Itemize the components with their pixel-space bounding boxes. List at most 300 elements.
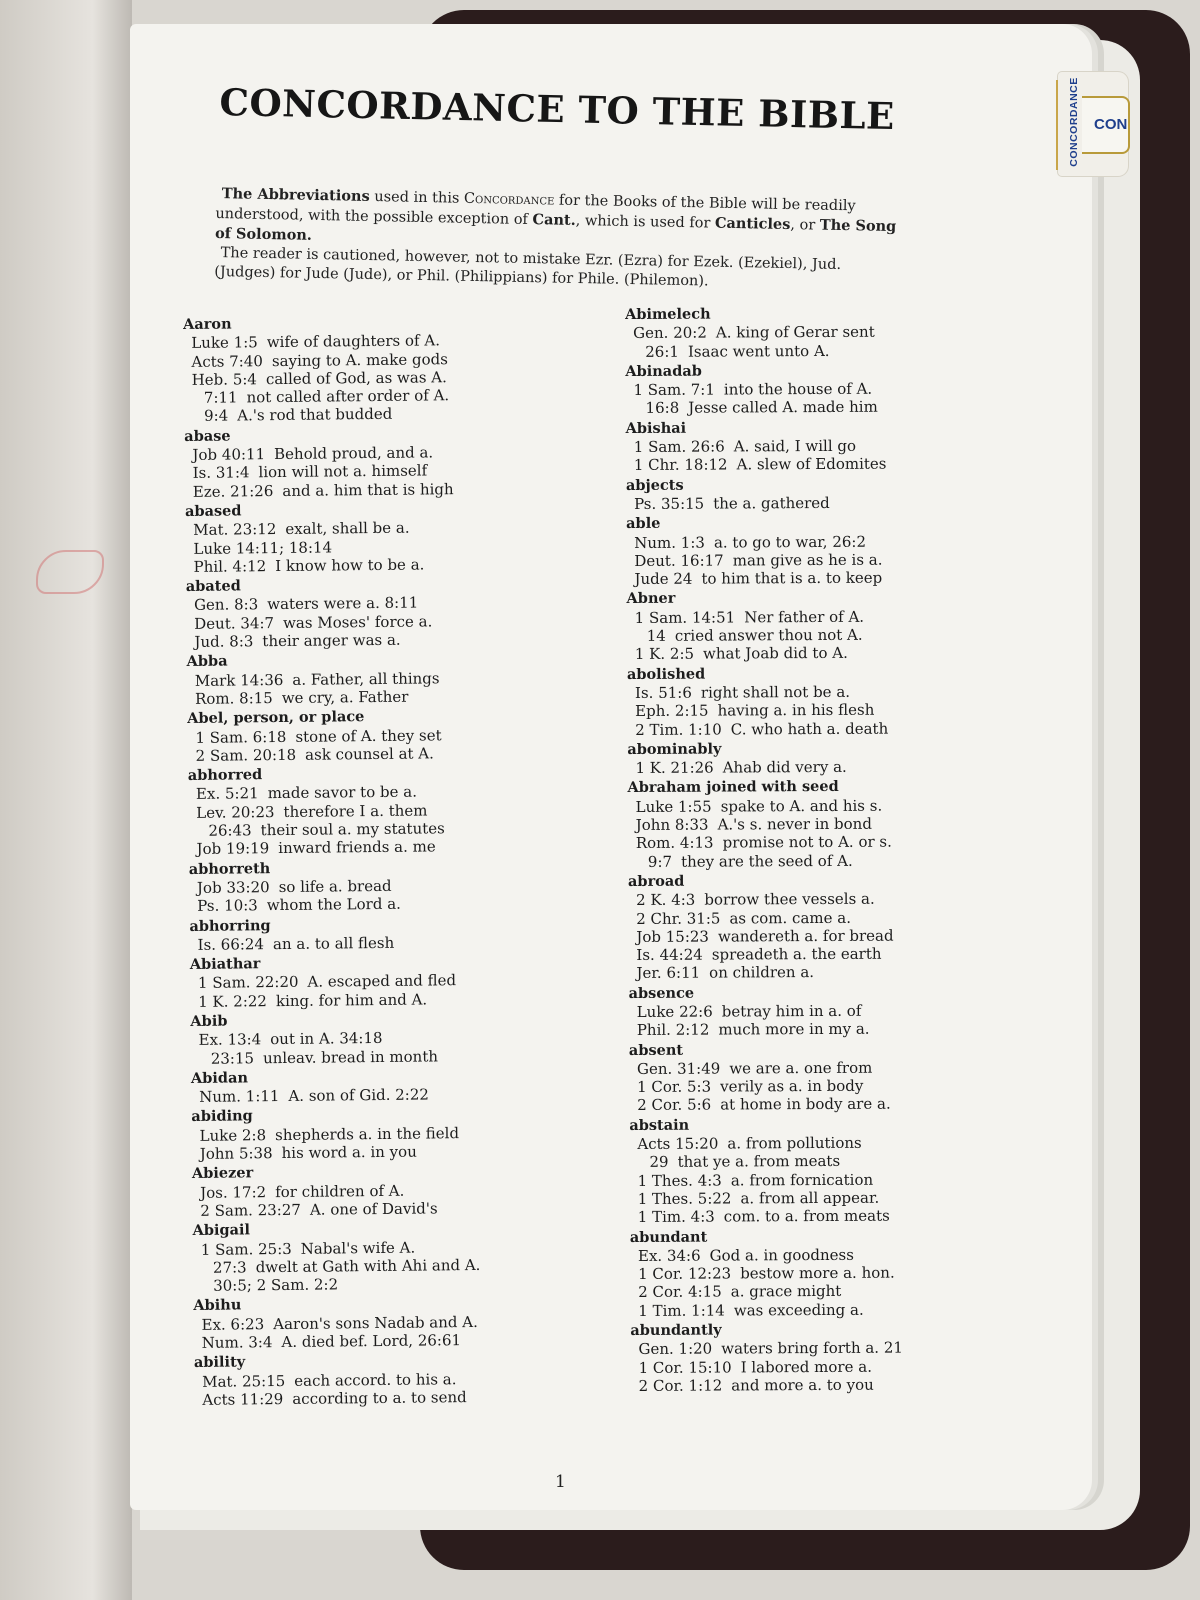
entry-reference-line (200, 1198, 532, 1220)
verse-fragment: a. grace might (730, 1282, 842, 1301)
scripture-reference: Luke 1:5 (191, 333, 258, 353)
scripture-reference: 1 Sam. 6:18 (195, 727, 287, 747)
scripture-reference: Rom. 4:13 (635, 833, 714, 853)
entry-reference-line (637, 1058, 969, 1078)
entry-reference-line (638, 1206, 970, 1226)
concordance-entry (189, 857, 530, 915)
scripture-reference: 2 Tim. 1:10 (635, 720, 722, 739)
entry-reference-line (211, 1046, 531, 1068)
verse-fragment: they are the seed of A. (681, 851, 853, 871)
concordance-entry (186, 575, 527, 652)
scripture-reference: Mark 14:36 (194, 670, 284, 690)
verse-fragment: A. slew of Edomites (736, 455, 887, 474)
entry-headword: Abner (626, 590, 676, 608)
scripture-reference: 27:3 (212, 1258, 247, 1277)
verse-fragment: was Moses' force a. (282, 612, 433, 632)
concordance-entry (187, 707, 528, 765)
verse-fragment: out in A. 34:18 (270, 1029, 383, 1049)
scripture-reference: Job 15:23 (636, 927, 710, 946)
page-title: CONCORDANCE TO THE BIBLE (219, 80, 896, 139)
verse-fragment: I know how to be a. (275, 555, 425, 575)
entry-reference-line (636, 963, 968, 983)
scripture-reference: 7:11 (203, 388, 238, 407)
scripture-reference: Ex. 5:21 (195, 784, 259, 804)
concordance-entry (190, 1009, 531, 1067)
scripture-reference: 1 Cor. 5:3 (637, 1077, 712, 1097)
scripture-reference: Acts 7:40 (191, 351, 263, 371)
scripture-reference: 29 (649, 1153, 669, 1172)
entry-headword: Abihu (193, 1296, 242, 1315)
concordance-entry (626, 418, 966, 475)
scripture-reference: Acts 11:29 (202, 1389, 284, 1409)
scripture-reference: Jud. 8:3 (194, 632, 254, 651)
verse-fragment: borrow thee vessels a. (704, 889, 875, 909)
verse-fragment: an a. to all flesh (272, 933, 395, 953)
verse-fragment: to him that is a. to keep (701, 568, 883, 588)
scripture-reference: Is. 31:4 (192, 463, 250, 483)
verse-fragment: that ye a. from meats (677, 1152, 841, 1172)
entry-reference-line (638, 1282, 970, 1302)
entry-reference-line (638, 1263, 970, 1283)
verse-fragment: A. king of Gerar sent (715, 322, 875, 342)
entry-reference-line (635, 644, 967, 664)
scripture-reference: Ps. 35:15 (633, 494, 705, 513)
entry-reference-line (636, 833, 968, 853)
verse-fragment: we cry, a. Father (281, 687, 409, 707)
entry-reference-line (197, 894, 529, 916)
entry-reference-line (195, 686, 527, 708)
verse-fragment: exalt, shall be a. (285, 518, 410, 539)
verse-fragment: their soul a. my statutes (260, 819, 445, 840)
entry-reference-line (636, 796, 968, 816)
verse-fragment: ask counsel at A. (305, 744, 434, 764)
concordance-entry (193, 1294, 534, 1352)
scripture-reference: 1 K. 21:26 (635, 758, 714, 778)
scripture-reference: 1 Tim. 1:14 (638, 1301, 725, 1320)
entry-reference-line (213, 1274, 533, 1296)
scripture-reference: 26:43 (208, 821, 252, 840)
verse-fragment: cried answer thou not A. (674, 625, 863, 645)
verse-fragment: stone of A. they set (295, 725, 442, 746)
entry-headword: Abraham joined with seed (627, 778, 839, 797)
entry-reference-line (647, 625, 967, 645)
concordance-entry (187, 650, 528, 708)
verse-fragment: for children of A. (275, 1181, 405, 1201)
verse-fragment: betray him in a. of (721, 1001, 862, 1021)
entry-headword: Abel, person, or place (187, 708, 365, 728)
verse-fragment: right shall not be a. (700, 682, 851, 702)
verse-fragment: a. to go to war, 26:2 (713, 532, 867, 552)
scripture-reference: 2 K. 4:3 (636, 890, 696, 910)
verse-fragment: inward friends a. me (278, 837, 436, 858)
entry-headword: abundant (629, 1228, 708, 1246)
entry-reference-line (636, 944, 968, 964)
verse-fragment: wandereth a. for bread (717, 926, 894, 946)
scripture-reference: 1 Thes. 5:22 (637, 1189, 732, 1208)
scripture-reference: 2 Cor. 1:12 (638, 1376, 723, 1395)
verse-fragment: called of God, as was A. (265, 368, 447, 389)
verse-fragment: Jesse called A. made him (688, 398, 878, 418)
verse-fragment: was exceeding a. (733, 1300, 864, 1320)
entry-headword: abstain (629, 1116, 690, 1134)
entry-reference-line (649, 1152, 969, 1172)
entry-reference-line (635, 607, 967, 627)
scripture-reference: Luke 2:8 (199, 1125, 267, 1145)
entry-headword: Abishai (625, 419, 687, 437)
verse-fragment: Aaron's sons Nadab and A. (273, 1312, 478, 1333)
scripture-reference: 1 Sam. 26:6 (633, 437, 725, 457)
entry-reference-line (636, 814, 968, 834)
verse-fragment: what Joab did to A. (702, 644, 848, 663)
tab-label[interactable]: CON (1094, 116, 1128, 133)
scripture-reference: 1 K. 2:22 (198, 991, 268, 1011)
tab-gold-rule (1056, 80, 1058, 170)
entry-headword: abroad (627, 872, 685, 890)
entry-headword: Abimelech (625, 305, 711, 323)
concordance-entry (183, 312, 524, 425)
verse-fragment: Ahab did very a. (722, 757, 847, 777)
entry-reference-line (638, 1170, 970, 1190)
entry-headword: Abinadab (625, 362, 702, 380)
verse-fragment: A.'s rod that budded (237, 405, 393, 425)
verse-fragment: A. son of Gid. 2:22 (288, 1085, 429, 1106)
scripture-reference: 1 Sam. 22:20 (197, 973, 299, 993)
verse-fragment: whom the Lord a. (266, 894, 401, 915)
entry-reference-line (635, 719, 967, 739)
scripture-reference: 2 Cor. 5:6 (637, 1096, 712, 1115)
entry-reference-line (202, 1387, 534, 1409)
entry-reference-line (635, 682, 967, 702)
entry-reference-line (194, 629, 526, 651)
entry-reference-line (634, 550, 966, 570)
scripture-reference: 2 Sam. 20:18 (195, 745, 297, 765)
concordance-entry (188, 764, 529, 859)
concordance-entry (192, 1219, 533, 1296)
scripture-reference: Luke 1:55 (635, 797, 712, 816)
scripture-reference: Jude 24 (634, 569, 693, 589)
entry-reference-line (638, 1188, 970, 1208)
verse-fragment: their anger was a. (262, 630, 401, 651)
scripture-reference: Ex. 13:4 (198, 1030, 262, 1050)
verse-fragment: saying to A. make gods (271, 349, 448, 370)
entry-headword: abiding (191, 1107, 253, 1126)
concordance-entry (627, 739, 967, 777)
entry-reference-line (200, 1141, 532, 1163)
scripture-reference: Job 19:19 (196, 839, 270, 859)
entry-reference-line (639, 1375, 971, 1395)
concordance-entry (628, 871, 969, 983)
left-column (183, 312, 534, 1411)
entry-reference-line (634, 455, 966, 475)
scripture-reference: 16:8 (645, 399, 680, 418)
entry-reference-line (636, 889, 968, 909)
verse-fragment: much more in my a. (718, 1020, 870, 1039)
entry-reference-line (635, 700, 967, 720)
entry-reference-line (637, 1133, 969, 1153)
scripture-reference: 1 Cor. 12:23 (638, 1264, 732, 1284)
scripture-reference: Luke 14:11; 18:14 (193, 538, 333, 558)
verse-fragment: having a. in his flesh (717, 700, 875, 720)
entry-reference-line (634, 568, 966, 588)
entry-headword: abhorring (189, 916, 271, 935)
scripture-reference: 1 Cor. 15:10 (638, 1358, 732, 1377)
verse-fragment: king. for him and A. (275, 990, 428, 1010)
entry-reference-line (645, 341, 965, 361)
verse-fragment: as com. came a. (729, 908, 851, 927)
entry-reference-line (199, 1085, 531, 1107)
verse-fragment: we are a. one from (729, 1058, 873, 1078)
scripture-reference: 26:1 (645, 342, 679, 361)
scripture-reference: Gen. 31:49 (636, 1059, 721, 1078)
verse-fragment: therefore I a. them (283, 801, 428, 821)
page-number: 1 (555, 1472, 566, 1492)
verse-fragment: wife of daughters of A. (266, 331, 441, 352)
verse-fragment: and a. him that is high (282, 479, 454, 500)
verse-fragment: each accord. to his a. (294, 1369, 457, 1390)
scripture-reference: John 8:33 (635, 815, 709, 834)
scripture-reference: Heb. 5:4 (191, 370, 258, 389)
concordance-page (130, 24, 1092, 1510)
scripture-reference: 1 Chr. 18:12 (633, 455, 728, 475)
scripture-reference: 9:7 (647, 852, 673, 871)
entry-reference-line (645, 398, 965, 418)
verse-fragment: his word a. in you (281, 1142, 417, 1163)
scripture-reference: 1 Sam. 14:51 (634, 608, 736, 627)
entry-reference-line (637, 1095, 969, 1115)
scripture-reference: Job 33:20 (196, 878, 270, 897)
facing-page-text (0, 110, 125, 810)
entry-headword: absence (628, 984, 695, 1002)
scripture-reference: 1 Thes. 4:3 (637, 1171, 722, 1190)
scripture-reference: Num. 3:4 (201, 1333, 273, 1352)
scripture-reference: 30:5; 2 Sam. 2:2 (213, 1275, 339, 1295)
scripture-reference: Ex. 6:23 (201, 1314, 265, 1334)
concordance-entry (627, 664, 967, 739)
entry-headword: abundantly (630, 1321, 722, 1340)
entry-headword: abase (184, 427, 231, 445)
concordance-entry (194, 1351, 535, 1409)
verse-fragment: the a. gathered (713, 493, 830, 513)
concordance-entry (626, 475, 966, 513)
concordance-entry (625, 361, 965, 418)
scripture-reference: Lev. 20:23 (196, 802, 275, 822)
entry-headword: Abba (186, 652, 228, 671)
verse-fragment: A. escaped and fled (307, 971, 457, 992)
scripture-reference: 23:15 (210, 1048, 255, 1068)
verse-fragment: waters bring forth a. 21 (721, 1338, 903, 1358)
concordance-entry (626, 513, 966, 588)
scripture-reference: Phil. 4:12 (193, 557, 267, 576)
entry-reference-line (194, 554, 526, 576)
entry-reference-line (634, 493, 966, 513)
concordance-entry (184, 424, 525, 501)
verse-fragment: C. who hath a. death (730, 719, 889, 738)
concordance-entry (625, 304, 965, 361)
scripture-reference: Mat. 23:12 (193, 520, 277, 540)
intro-paragraph-1: The Abbreviations used in this Concordance for the Books of the Bible will be readily understood, with the possible exception of Cant., which is used for Canticles, or The Song of Solomon. (214, 185, 897, 244)
verse-fragment: waters were a. 8:11 (267, 594, 419, 614)
tab-vertical-label: CONCORDANCE (1068, 77, 1080, 167)
verse-fragment: A. said, I will go (733, 436, 857, 456)
scripture-reference: Gen. 1:20 (638, 1339, 713, 1359)
verse-fragment: and more a. to you (731, 1375, 874, 1395)
entry-reference-line (202, 1330, 534, 1352)
entry-reference-line (196, 743, 528, 765)
verse-fragment: according to a. to send (292, 1388, 467, 1408)
entry-reference-line (634, 436, 966, 456)
entry-headword: Abiezer (191, 1164, 254, 1183)
concordance-entry (192, 1162, 533, 1220)
entry-reference-line (638, 1245, 970, 1265)
verse-fragment: a. from all appear. (740, 1188, 880, 1208)
facing-left-page (0, 0, 132, 1600)
scripture-reference: Jer. 6:11 (636, 964, 701, 983)
concordance-entry (629, 983, 969, 1040)
entry-reference-line (198, 989, 530, 1011)
verse-fragment: not called after order of A. (246, 386, 450, 407)
entry-reference-line (633, 323, 965, 343)
entry-headword: able (626, 515, 661, 533)
entry-reference-line (635, 757, 967, 777)
entry-reference-line (637, 1001, 969, 1021)
concordance-entry (190, 952, 531, 1010)
scripture-reference: 9:4 (203, 407, 229, 426)
verse-fragment: so life a. bread (278, 876, 392, 896)
scripture-reference: Eze. 21:26 (192, 481, 274, 501)
scripture-reference: Num. 1:11 (199, 1087, 280, 1107)
entry-headword: abjects (625, 476, 684, 494)
entry-headword: Abidan (190, 1069, 249, 1087)
entry-reference-line (204, 404, 524, 426)
scripture-reference: John 5:38 (199, 1144, 273, 1163)
concordance-entry (627, 778, 967, 871)
verse-fragment: lion will not a. himself (258, 461, 428, 482)
scripture-reference: Ps. 10:3 (197, 896, 258, 916)
scripture-reference: Num. 1:3 (634, 533, 705, 552)
scripture-reference: 14 (646, 626, 666, 645)
entry-headword: absent (628, 1041, 684, 1059)
verse-fragment: on children a. (709, 963, 815, 982)
entry-headword: Abib (190, 1012, 228, 1030)
scripture-reference: Gen. 20:2 (633, 323, 707, 343)
scripture-reference: 1 Sam. 25:3 (200, 1239, 292, 1259)
intro-text (214, 184, 906, 295)
verse-fragment: Ner father of A. (744, 607, 865, 627)
verse-fragment: A. died bef. Lord, 26:61 (281, 1331, 462, 1352)
entry-headword: ability (193, 1353, 246, 1372)
concordance-entry (626, 589, 966, 664)
scripture-reference: Deut. 34:7 (194, 613, 275, 633)
concordance-entry (630, 1227, 970, 1320)
scripture-reference: 1 Sam. 7:1 (633, 380, 715, 400)
entry-reference-line (634, 532, 966, 552)
scripture-reference: Is. 44:24 (636, 945, 703, 965)
entry-reference-line (636, 926, 968, 946)
entry-headword: abhorred (187, 766, 263, 785)
verse-fragment: dwelt at Gath with Ahi and A. (255, 1255, 481, 1277)
scripture-reference: Acts 15:20 (637, 1134, 719, 1154)
verse-fragment: man give as he is a. (732, 550, 883, 570)
entry-reference-line (648, 851, 968, 871)
entry-reference-line (639, 1357, 971, 1377)
verse-fragment: promise not to A. or s. (722, 832, 892, 852)
verse-fragment: bestow more a. hon. (740, 1263, 895, 1283)
concordance-entry (185, 499, 526, 576)
verse-fragment: Behold proud, and a. (274, 443, 434, 464)
entry-reference-line (636, 908, 968, 928)
scripture-reference: 1 Tim. 4:3 (637, 1207, 715, 1227)
entry-reference-line (638, 1300, 970, 1320)
right-column (625, 304, 971, 1397)
scripture-reference: Jos. 17:2 (200, 1182, 267, 1202)
scripture-reference: 1 K. 2:5 (634, 644, 695, 664)
scripture-reference: 2 Chr. 31:5 (636, 909, 721, 928)
scripture-reference: 2 Cor. 4:15 (638, 1282, 722, 1302)
concordance-entry (191, 1105, 532, 1163)
verse-fragment: shepherds a. in the field (274, 1123, 460, 1144)
entry-reference-line (638, 1339, 970, 1359)
concordance-entry (629, 1115, 970, 1227)
entry-reference-line (637, 1019, 969, 1039)
scripture-reference: Deut. 16:17 (634, 551, 724, 570)
verse-fragment: a. from pollutions (727, 1133, 862, 1153)
entry-headword: Abiathar (189, 955, 261, 974)
concordance-entry (189, 914, 529, 954)
verse-fragment: at home in body are a. (720, 1095, 891, 1114)
verse-fragment: Isaac went unto A. (687, 341, 830, 361)
concordance-entry (191, 1066, 531, 1106)
verse-fragment: a. Father, all things (292, 668, 440, 689)
entry-reference-line (196, 837, 528, 859)
entry-reference-line (193, 479, 525, 501)
scripture-reference: Ex. 34:6 (637, 1246, 701, 1265)
concordance-entry (629, 1040, 969, 1115)
verse-fragment: verily as a. in body (720, 1076, 864, 1096)
verse-fragment: a. from fornication (730, 1170, 874, 1190)
verse-fragment: unleav. bread in month (262, 1046, 439, 1067)
entry-headword: abased (184, 502, 242, 520)
scripture-reference: Phil. 2:12 (636, 1020, 710, 1040)
scripture-reference: Gen. 8:3 (193, 595, 259, 615)
entry-headword: Aaron (183, 315, 232, 333)
entry-headword: abominably (627, 740, 722, 758)
verse-fragment: spreadeth a. the earth (711, 944, 882, 964)
verse-fragment: made savor to be a. (267, 782, 418, 803)
verse-fragment: A.'s s. never in bond (717, 814, 872, 834)
scripture-reference: Is. 66:24 (197, 934, 265, 954)
scripture-reference: Luke 22:6 (636, 1002, 713, 1021)
scripture-reference: Is. 51:6 (634, 683, 692, 702)
verse-fragment: God a. in goodness (709, 1245, 854, 1265)
scripture-reference: Eph. 2:15 (635, 701, 709, 721)
entry-reference-line (637, 1076, 969, 1096)
verse-fragment: into the house of A. (723, 379, 873, 399)
entry-reference-line (197, 932, 529, 954)
scripture-reference: 2 Sam. 23:27 (200, 1200, 301, 1220)
verse-fragment: com. to a. from meats (723, 1206, 890, 1226)
verse-fragment: I labored more a. (740, 1357, 872, 1377)
entry-headword: abated (185, 577, 241, 596)
entry-headword: abolished (626, 665, 706, 683)
scripture-reference: Rom. 8:15 (194, 689, 273, 708)
concordance-entry (630, 1320, 970, 1395)
entry-headword: Abigail (192, 1221, 251, 1240)
verse-fragment: A. one of David's (309, 1199, 438, 1219)
entry-reference-line (633, 379, 965, 399)
intro-paragraph-2: The reader is cautioned, however, not to mistake Ezr. (Ezra) for Ezek. (Ezekiel), Jud. (Judges) for Jude (Jude), or Phil. (Philippians) for Phile. (Philemon). (214, 245, 842, 290)
scripture-reference: Mat. 25:15 (202, 1371, 286, 1391)
scripture-reference: Job 40:11 (192, 445, 266, 464)
